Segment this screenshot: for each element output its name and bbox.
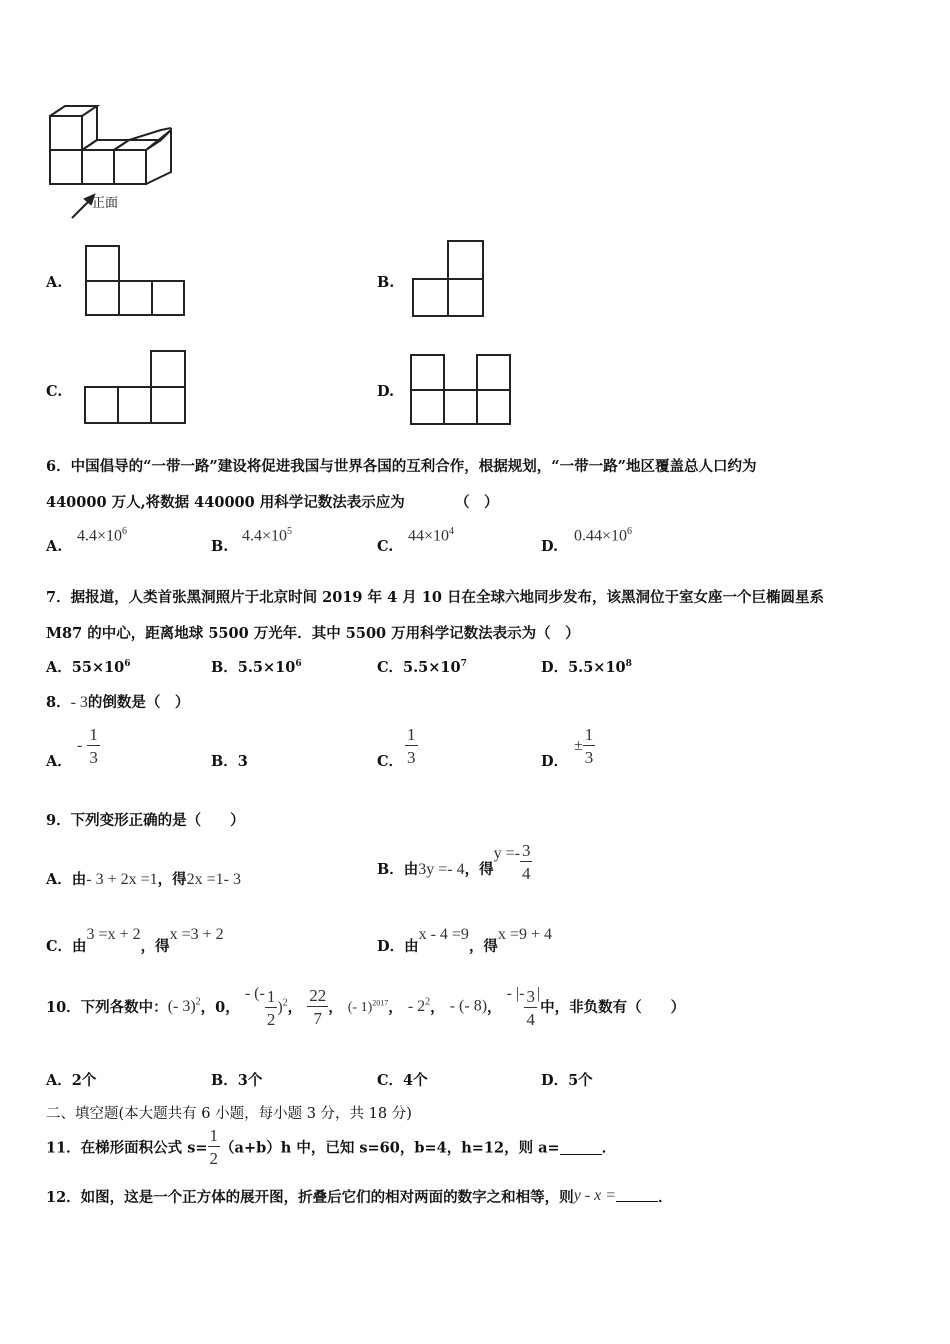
q11-half-fraction: $\frac{1}{2}$: [209, 1126, 219, 1168]
q9-option-c[interactable]: C．由3 =x + 2，得x =3 + 2: [46, 926, 224, 955]
q6-option-b-label[interactable]: B.: [211, 538, 229, 555]
front-view-label: 正面: [92, 196, 119, 211]
q6-stem-line2: 440000 万人,将数据 440000 用科学记数法表示应为: [46, 494, 405, 511]
q10-option-b[interactable]: B．3个: [211, 1072, 263, 1089]
q6-stem-line1: 6．中国倡导的“一带一路”建设将促进我国与世界各国的互利合作，根据规划，“一带一路”地区覆盖总人口约为: [46, 458, 757, 475]
q10-stem: 10．下列各数中：(- 3)$^2$，0， - (- $\frac{1}{2}$ )$^2$， $\frac{22}{7}$ ， (- 1)$^{2017}$， - $2^2$， - (- 8)， - |- $\frac{3}{4}$ |中，非负数有（ ）: [46, 985, 686, 1030]
q10-option-c[interactable]: C．4个: [377, 1072, 428, 1089]
q5-option-c-label[interactable]: C.: [46, 383, 63, 400]
q12-stem: 12．如图，这是一个正方体的展开图，折叠后它们的相对两面的数字之和相等，则y - x = ．: [46, 1187, 673, 1206]
q7-stem-line2: M87 的中心，距离地球 5500 万光年．其中 5500 万用科学记数法表示为（ ）: [46, 625, 580, 642]
q5-option-b-label[interactable]: B.: [377, 274, 395, 291]
q6-option-d-value[interactable]: $0.44\times 10^6$: [574, 526, 633, 545]
q10-term-2: - (- $\frac{1}{2}$ )$^2$: [244, 985, 288, 1030]
q8-option-d-value[interactable]: ± $\frac{1}{3}$: [574, 725, 594, 767]
q5-option-d-label[interactable]: D.: [377, 383, 395, 400]
q5-option-b-figure[interactable]: [412, 240, 487, 318]
q8-stem: 8．- 3的倒数是（ ）: [46, 694, 190, 711]
q8-option-a-label[interactable]: A．: [46, 753, 72, 770]
q10-term-4: (- 1)$^{2017}$: [347, 997, 389, 1015]
q6-option-a-value[interactable]: $4.4\times 10^6$: [77, 526, 128, 545]
q8-value: - 3: [70, 694, 88, 711]
q7-option-a[interactable]: A．$55\times 10^6$: [46, 659, 131, 676]
q12-expression: y - x =: [573, 1187, 617, 1204]
q10-term-6: - (- 8): [449, 997, 488, 1015]
q5-option-c-figure[interactable]: [84, 350, 188, 425]
q7-option-b[interactable]: B．$5.5\times 10^6$: [211, 659, 302, 676]
q11-stem: 11．在梯形面积公式 s= $\frac{1}{2}$ （a+b）h 中，已知 s=60，b=4，h=12，则 a= ．: [46, 1126, 617, 1168]
q9-option-d[interactable]: D．由x - 4 =9，得x =9 + 4: [377, 926, 552, 955]
q8-option-b[interactable]: B．3: [211, 753, 248, 770]
q10-option-d[interactable]: D．5个: [541, 1072, 593, 1089]
q8-option-c-label[interactable]: C．: [377, 753, 404, 770]
q8-option-a-value[interactable]: - $\frac{1}{3}$: [77, 725, 98, 767]
q10-option-a[interactable]: A．2个: [46, 1072, 97, 1089]
q12-answer-blank[interactable]: [616, 1187, 658, 1202]
q9-option-b[interactable]: B．由3y =- 4，得y =- $\frac{3}{4}$: [377, 841, 531, 883]
q7-stem-line1: 7．据报道，人类首张黑洞照片于北京时间 2019 年 4 月 10 日在全球六地同步发布，该黑洞位于室女座一个巨椭圆星系: [46, 589, 824, 606]
q6-option-b-value[interactable]: $4.4\times 10^5$: [242, 526, 293, 545]
q11-answer-blank[interactable]: [560, 1140, 602, 1155]
section-2-heading: 二、填空题(本大题共有 6 小题，每小题 3 分，共 18 分): [46, 1106, 412, 1122]
q9-option-a[interactable]: A．由- 3 + 2x =1，得2x =1- 3: [46, 871, 241, 888]
q6-option-d-label[interactable]: D.: [541, 538, 559, 555]
q10-term-3: $\frac{22}{7}$: [309, 985, 327, 1028]
q6-option-c-value[interactable]: $44\times 10^4$: [408, 526, 455, 545]
q10-term-1: (- 3)$^2$: [167, 997, 201, 1016]
q6-option-a-label[interactable]: A.: [46, 538, 63, 555]
q8-option-c-value[interactable]: $\frac{1}{3}$: [407, 725, 416, 767]
q10-term-7: - |- $\frac{3}{4}$ |: [506, 985, 541, 1030]
q7-option-d[interactable]: D．$5.5\times 10^8$: [541, 659, 632, 676]
q5-option-a-figure[interactable]: [85, 245, 185, 317]
q5-option-a-label[interactable]: A.: [46, 274, 63, 291]
q7-option-c[interactable]: C．$5.5\times 10^7$: [377, 659, 467, 676]
q6-answer-paren: （ ）: [455, 494, 499, 511]
q6-option-c-label[interactable]: C.: [377, 538, 394, 555]
q9-stem: 9．下列变形正确的是（ ）: [46, 812, 245, 829]
q8-option-d-label[interactable]: D．: [541, 753, 569, 770]
q10-term-5: - $2^2$: [407, 997, 431, 1016]
q5-option-d-figure[interactable]: [410, 354, 512, 426]
